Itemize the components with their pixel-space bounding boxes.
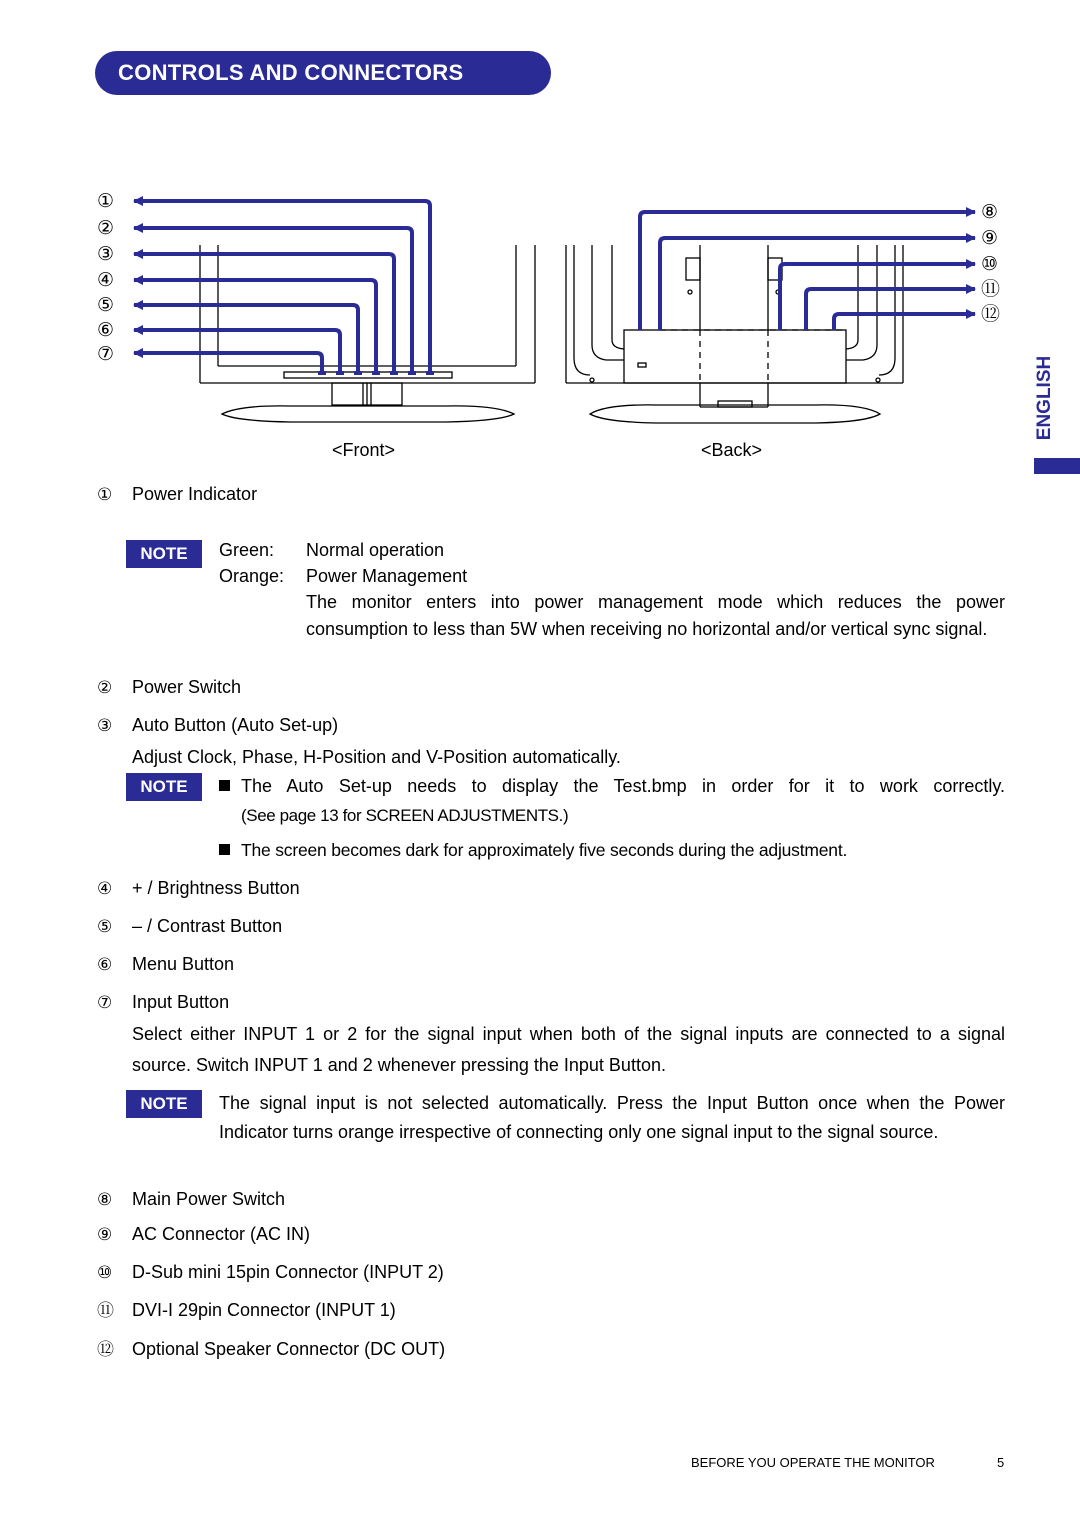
item-12-label: Optional Speaker Connector (DC OUT) — [132, 1339, 446, 1359]
item-4-number: ④ — [97, 879, 113, 899]
item-1-orange-value: Power Management — [306, 566, 468, 586]
item-7-number: ⑦ — [97, 993, 113, 1013]
item-3-label: Auto Button (Auto Set-up) — [132, 715, 339, 735]
item-3-note-2: The screen becomes dark for approximately five seconds during the adjustment. — [241, 840, 848, 860]
front-callout-2: ② — [97, 217, 115, 239]
item-12-number: ⑫ — [97, 1340, 114, 1360]
item-1-number: ① — [97, 485, 113, 505]
page-number: 5 — [997, 1455, 1005, 1470]
item-3-number: ③ — [97, 716, 113, 736]
item-2-number: ② — [97, 678, 113, 698]
front-leader-lines — [134, 201, 430, 372]
front-callout-6: ⑥ — [97, 319, 115, 341]
item-6-number: ⑥ — [97, 955, 113, 975]
item-3-note-1-ref: (See page 13 for SCREEN ADJUSTMENTS.) — [241, 806, 569, 825]
item-1-description: The monitor enters into power management mode which reduces the power consumption to less than 5W when receiving no horizontal and/or vertical sync signal. — [306, 592, 1005, 639]
item-3-description: Adjust Clock, Phase, H-Position and V-Position automatically. — [132, 747, 621, 767]
item-11-label: DVI-I 29pin Connector (INPUT 1) — [132, 1300, 396, 1320]
item-10-number: ⑩ — [97, 1263, 113, 1283]
bullet-square-icon — [219, 780, 230, 791]
item-7-note: The signal input is not selected automatically. Press the Input Button once when the Power Indicator turns orange irrespective of connecting only one signal input to the signal source. — [219, 1093, 1005, 1142]
item-9-number: ⑨ — [97, 1225, 113, 1245]
back-caption: <Back> — [701, 440, 763, 460]
controls-diagram — [0, 0, 1080, 470]
item-8-number: ⑧ — [97, 1190, 113, 1210]
item-3-note-1: The Auto Set-up needs to display the Test.bmp in order for it to work correctly. — [241, 776, 1005, 796]
item-1-green-key: Green: — [219, 540, 275, 560]
item-9-label: AC Connector (AC IN) — [132, 1224, 311, 1244]
note-badge: NOTE — [126, 1090, 202, 1118]
item-11-number: ⑪ — [97, 1301, 114, 1321]
back-callout-11: ⑪ — [981, 278, 1001, 300]
item-4-label: + / Brightness Button — [132, 878, 300, 898]
item-1-green-value: Normal operation — [306, 540, 445, 560]
front-callout-4: ④ — [97, 269, 115, 291]
item-7-label: Input Button — [132, 992, 230, 1012]
item-1-label: Power Indicator — [132, 484, 258, 504]
back-callout-9: ⑨ — [981, 227, 999, 249]
back-callout-10: ⑩ — [981, 253, 999, 275]
back-monitor-drawing — [566, 245, 903, 423]
item-5-number: ⑤ — [97, 917, 113, 937]
item-5-label: – / Contrast Button — [132, 916, 283, 936]
back-callout-8: ⑧ — [981, 201, 999, 223]
back-leader-lines — [640, 212, 975, 330]
item-2-label: Power Switch — [132, 677, 242, 697]
front-caption: <Front> — [332, 440, 396, 460]
note-badge: NOTE — [126, 773, 202, 801]
front-callout-5: ⑤ — [97, 294, 115, 316]
item-7-description: Select either INPUT 1 or 2 for the signal input when both of the signal inputs are connected to a signal source. Switch INPUT 1 and 2 whenever pressing the Input Button. — [132, 1024, 1005, 1075]
front-callout-1: ① — [97, 190, 115, 212]
note-badge: NOTE — [126, 540, 202, 568]
front-callout-7: ⑦ — [97, 343, 115, 365]
item-1-orange-key: Orange: — [219, 566, 285, 586]
footer-text: BEFORE YOU OPERATE THE MONITOR — [691, 1455, 935, 1470]
item-8-label: Main Power Switch — [132, 1189, 286, 1209]
bullet-square-icon — [219, 844, 230, 855]
item-6-label: Menu Button — [132, 954, 235, 974]
back-callout-12: ⑫ — [981, 303, 1001, 325]
front-monitor-drawing — [200, 245, 535, 422]
section-title: CONTROLS AND CONNECTORS — [95, 51, 551, 95]
language-tab-label: ENGLISH — [1034, 355, 1056, 441]
item-10-label: D-Sub mini 15pin Connector (INPUT 2) — [132, 1262, 444, 1282]
front-callout-3: ③ — [97, 243, 115, 265]
